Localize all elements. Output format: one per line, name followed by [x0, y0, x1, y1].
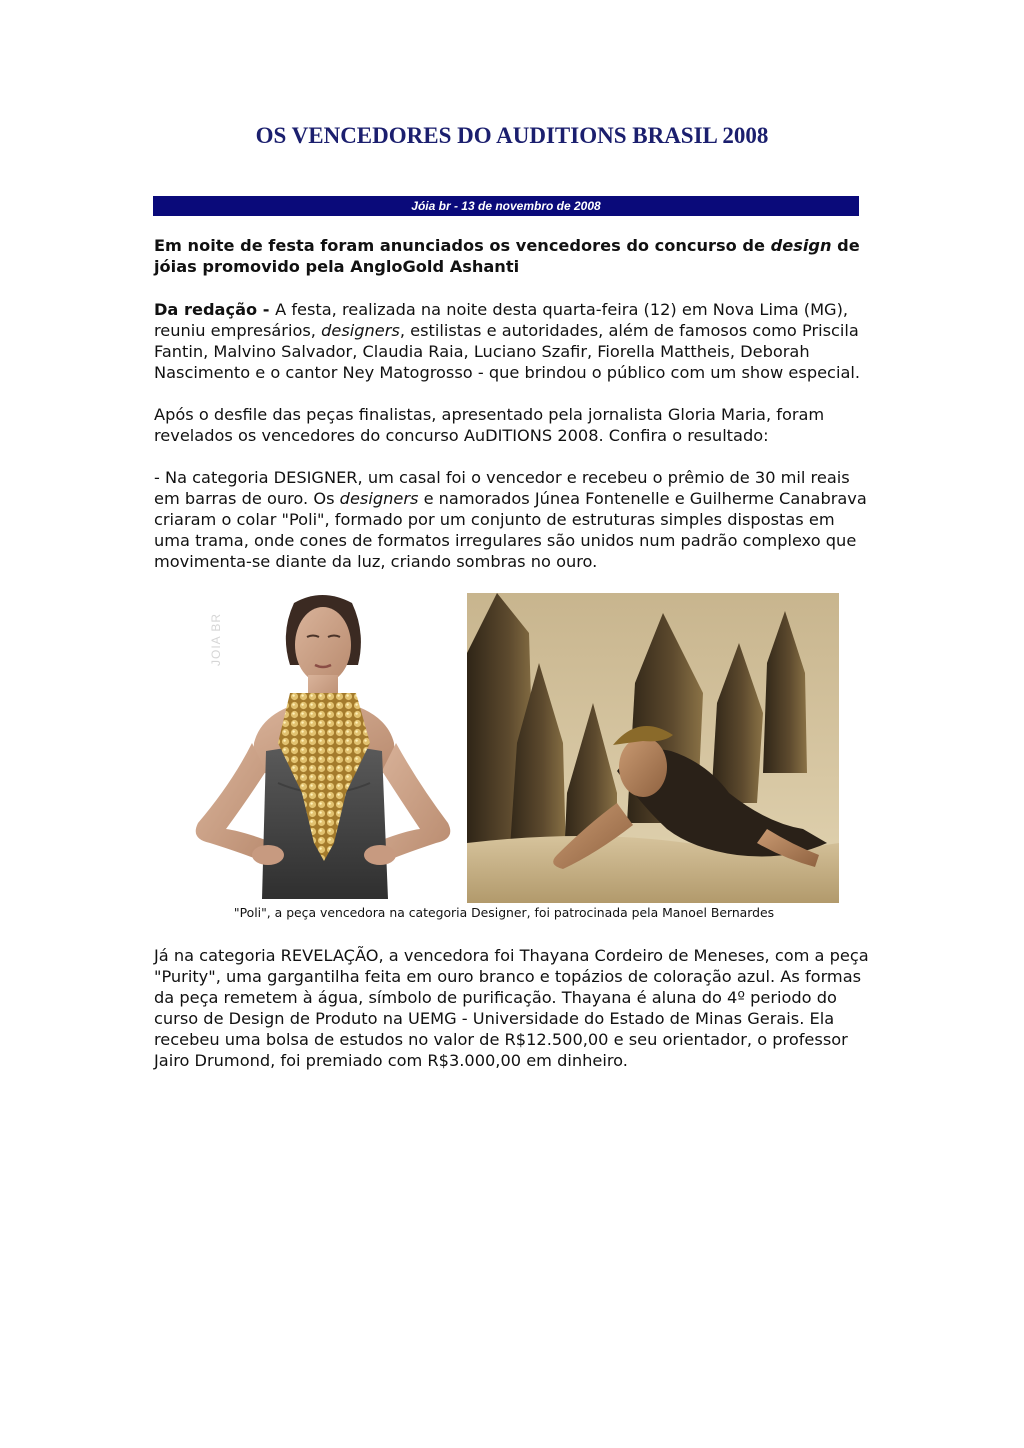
campaign-illustration: [467, 593, 839, 903]
paragraph-2: Após o desfile das peças finalistas, apresentado pela jornalista Gloria Maria, foram revelados os vencedores do concurso AuDITIONS 2008. Confira o resultado:: [154, 405, 825, 445]
paragraph-3-emphasis: designers: [339, 489, 419, 508]
paragraph-3-text-end: e namorados Júnea Fontenelle e Guilherme Canabrava criaram o colar "Poli", formado por um conjunto de estruturas simples dispostas em uma trama, onde cones de formatos irregulares são unidos num padrão complexo que movimenta-se diante da luz, criando sombras no ouro.: [154, 489, 867, 571]
paragraph-4: Já na categoria REVELAÇÃO, a vencedora foi Thayana Cordeiro de Meneses, com a peça "Purity", uma gargantilha feita em ouro branco e topázios de coloração azul. As formas da peça remetem à água, símbolo de purificação. Thayana é aluna do 4º periodo do curso de Design de Produto na UEMG - Universidade do Estado de Minas Gerais. Ela recebeu uma bolsa de estudos no valor de R$12.500,00 e seu orientador, o professor Jairo Drumond, foi premiado com R$3.000,00 em dinheiro.: [154, 946, 869, 1070]
paragraph-1-emphasis: designers: [321, 321, 400, 340]
campaign-photo: [467, 593, 839, 903]
date-line: Jóia br - 13 de novembro de 2008: [411, 199, 601, 213]
paragraph-3: [154, 467, 874, 572]
paragraph-1-text-start: A festa, realizada na noite desta quarta-feira (12) em Nova Lima (MG), reuniu empresários,: [154, 300, 849, 340]
watermark-text: JOIA BR: [209, 613, 223, 667]
lead-emphasis: design: [770, 236, 832, 255]
paragraph-3-text-start: - Na categoria DESIGNER, um casal foi o vencedor e recebeu o prêmio de 30 mil reais em barras de ouro. Os: [154, 468, 850, 508]
page-title: OS VENCEDORES DO AUDITIONS BRASIL 2008: [255, 123, 769, 148]
article-lead: [154, 235, 874, 277]
photo-caption: "Poli", a peça vencedora na categoria Designer, foi patrocinada pela Manoel Bernardes: [233, 905, 775, 920]
photo-pair: [154, 593, 874, 905]
lead-text-end: de jóias promovido pela AngloGold Ashanti: [154, 236, 860, 276]
date-banner: [153, 196, 859, 216]
paragraph-1-text-end: , estilistas e autoridades, além de famosos como Priscila Fantin, Malvino Salvador, Claudia Raia, Luciano Szafir, Fiorella Mattheis, Deborah Nascimento e o cantor Ney Matogrosso - que brindou o público com um show especial.: [154, 321, 861, 382]
model-necklace-photo: [182, 593, 468, 899]
byline-label: Da redação -: [154, 300, 276, 319]
article-body: [154, 235, 874, 1092]
paragraph-1: [154, 299, 874, 383]
lead-text-start: Em noite de festa foram anunciados os vencedores do concurso de: [154, 236, 771, 255]
